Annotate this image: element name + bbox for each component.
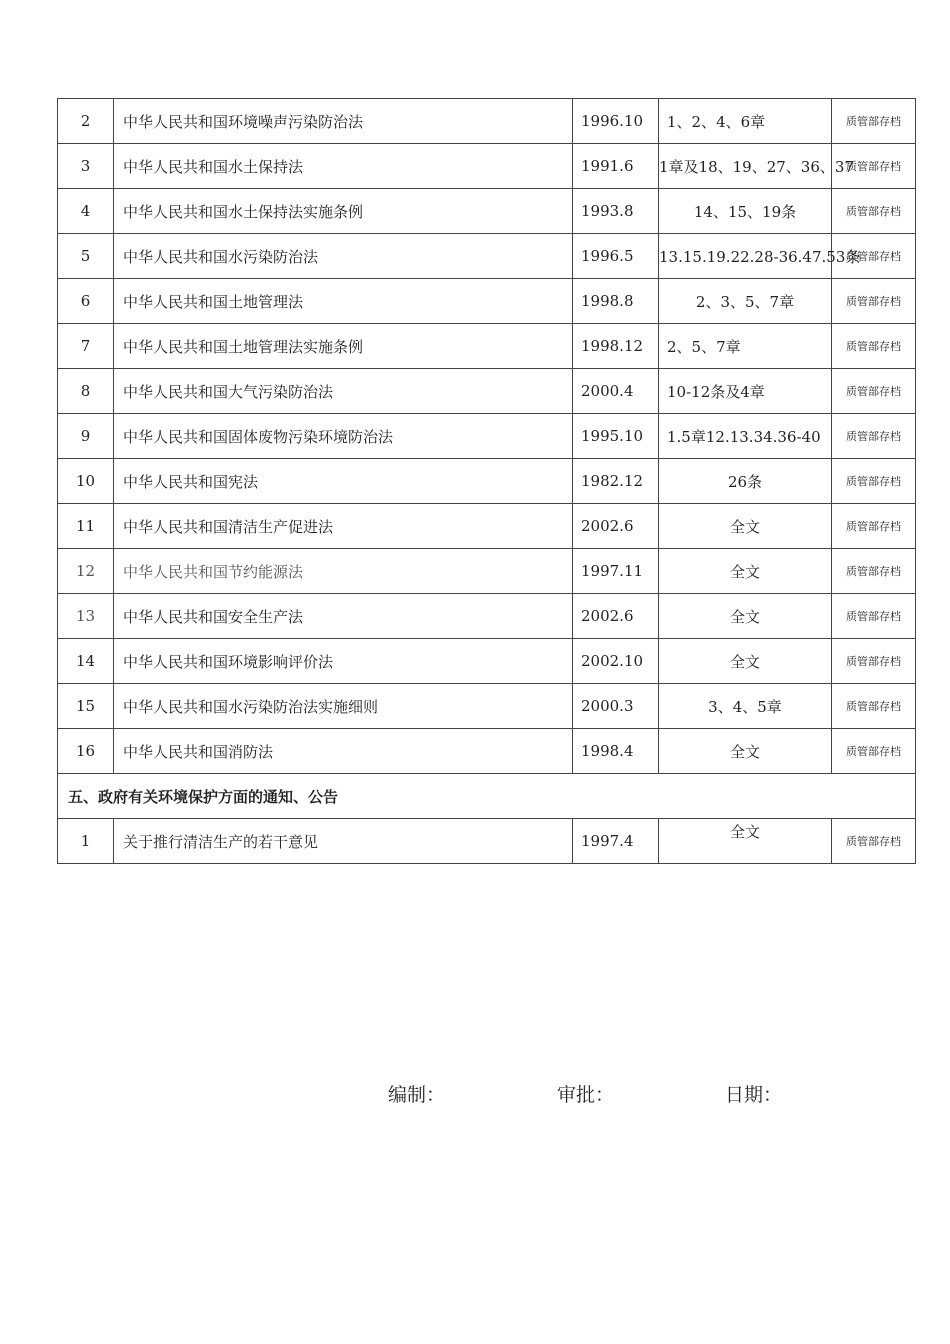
- applicable-clauses: 全文: [659, 549, 832, 594]
- effective-date: 1998.12: [573, 324, 659, 369]
- archive-location: 质管部存档: [832, 234, 916, 279]
- applicable-clauses: 13.15.19.22.28-36.47.53条: [659, 234, 832, 279]
- archive-location: 质管部存档: [832, 639, 916, 684]
- applicable-clauses: 1、2、4、6章: [659, 99, 832, 144]
- row-number: 15: [58, 684, 114, 729]
- archive-location: 质管部存档: [832, 549, 916, 594]
- effective-date: 1996.5: [573, 234, 659, 279]
- archive-location: 质管部存档: [832, 144, 916, 189]
- signature-footer: [0, 1080, 950, 1110]
- archive-location: 质管部存档: [832, 819, 916, 864]
- law-name: 中华人民共和国水污染防治法实施细则: [114, 684, 573, 729]
- table-row: [58, 684, 916, 729]
- table-row: [58, 99, 916, 144]
- effective-date: 1996.10: [573, 99, 659, 144]
- law-name: 中华人民共和国水污染防治法: [114, 234, 573, 279]
- row-number: 7: [58, 324, 114, 369]
- row-number: 16: [58, 729, 114, 774]
- row-number: 1: [58, 819, 114, 864]
- law-name: 中华人民共和国宪法: [114, 459, 573, 504]
- applicable-clauses: 10-12条及4章: [659, 369, 832, 414]
- archive-location: 质管部存档: [832, 729, 916, 774]
- effective-date: 1982.12: [573, 459, 659, 504]
- row-number: 8: [58, 369, 114, 414]
- applicable-clauses: 全文: [659, 594, 832, 639]
- table-row: [58, 324, 916, 369]
- archive-location: 质管部存档: [832, 279, 916, 324]
- compiled-by-label: 编制：: [388, 1084, 446, 1106]
- archive-location: 质管部存档: [832, 414, 916, 459]
- applicable-clauses: 全文: [729, 822, 760, 841]
- archive-location: 质管部存档: [832, 459, 916, 504]
- applicable-clauses: 全文: [659, 729, 832, 774]
- table-row: [58, 234, 916, 279]
- effective-date: 1993.8: [573, 189, 659, 234]
- table-row: [58, 414, 916, 459]
- applicable-clauses: 1.5章12.13.34.36-40: [659, 414, 832, 459]
- table-row: [58, 189, 916, 234]
- effective-date: 2000.4: [573, 369, 659, 414]
- row-number: 10: [58, 459, 114, 504]
- law-name: 中华人民共和国环境影响评价法: [114, 639, 573, 684]
- applicable-clauses: 14、15、19条: [659, 189, 832, 234]
- archive-location: 质管部存档: [832, 504, 916, 549]
- row-number: 3: [58, 144, 114, 189]
- row-number: 9: [58, 414, 114, 459]
- law-name: 中华人民共和国清洁生产促进法: [114, 504, 573, 549]
- table-row: [58, 279, 916, 324]
- effective-date: 1991.6: [573, 144, 659, 189]
- row-number: 12: [58, 549, 114, 594]
- effective-date: 2002.10: [573, 639, 659, 684]
- regulations-table: [57, 98, 916, 864]
- law-name: 中华人民共和国消防法: [114, 729, 573, 774]
- applicable-clauses: 全文: [659, 639, 832, 684]
- row-number: 5: [58, 234, 114, 279]
- effective-date: 1998.4: [573, 729, 659, 774]
- table-row: [58, 504, 916, 549]
- applicable-clauses: 2、3、5、7章: [659, 279, 832, 324]
- row-number: 11: [58, 504, 114, 549]
- effective-date: 1998.8: [573, 279, 659, 324]
- effective-date: 1997.11: [573, 549, 659, 594]
- archive-location: 质管部存档: [832, 684, 916, 729]
- applicable-clauses: 全文: [659, 504, 832, 549]
- law-name: 中华人民共和国大气污染防治法: [114, 369, 573, 414]
- archive-location: 质管部存档: [832, 369, 916, 414]
- section-header-row: [58, 774, 916, 819]
- table-row: [58, 369, 916, 414]
- archive-location: 质管部存档: [832, 189, 916, 234]
- applicable-clauses: 2、5、7章: [659, 324, 832, 369]
- applicable-clauses: 26条: [659, 459, 832, 504]
- effective-date: 1995.10: [573, 414, 659, 459]
- section-title: 五、政府有关环境保护方面的通知、公告: [58, 774, 916, 819]
- archive-location: 质管部存档: [832, 594, 916, 639]
- row-number: 2: [58, 99, 114, 144]
- row-number: 4: [58, 189, 114, 234]
- archive-location: 质管部存档: [832, 99, 916, 144]
- law-name: 中华人民共和国水土保持法: [114, 144, 573, 189]
- law-name: 中华人民共和国安全生产法: [114, 594, 573, 639]
- table-row: [58, 144, 916, 189]
- applicable-clauses: 1章及18、19、27、36、37: [659, 144, 832, 189]
- table-row: [58, 729, 916, 774]
- law-name: 中华人民共和国环境噪声污染防治法: [114, 99, 573, 144]
- table-row: [58, 594, 916, 639]
- table-row: [58, 639, 916, 684]
- applicable-clauses: 3、4、5章: [659, 684, 832, 729]
- approved-by-label: 审批：: [557, 1084, 615, 1106]
- table-row: [58, 819, 916, 864]
- law-name: 中华人民共和国土地管理法: [114, 279, 573, 324]
- archive-location: 质管部存档: [832, 324, 916, 369]
- table-row: [58, 549, 916, 594]
- effective-date: 1997.4: [573, 819, 659, 864]
- effective-date: 2002.6: [573, 594, 659, 639]
- law-name: 中华人民共和国节约能源法: [114, 549, 573, 594]
- applicable-clauses-cell: [659, 819, 832, 864]
- row-number: 13: [58, 594, 114, 639]
- date-label: 日期：: [725, 1084, 783, 1106]
- law-name: 中华人民共和国土地管理法实施条例: [114, 324, 573, 369]
- effective-date: 2002.6: [573, 504, 659, 549]
- notice-name: 关于推行清洁生产的若干意见: [114, 819, 573, 864]
- effective-date: 2000.3: [573, 684, 659, 729]
- law-name: 中华人民共和国水土保持法实施条例: [114, 189, 573, 234]
- row-number: 6: [58, 279, 114, 324]
- table-row: [58, 459, 916, 504]
- law-name: 中华人民共和国固体废物污染环境防治法: [114, 414, 573, 459]
- row-number: 14: [58, 639, 114, 684]
